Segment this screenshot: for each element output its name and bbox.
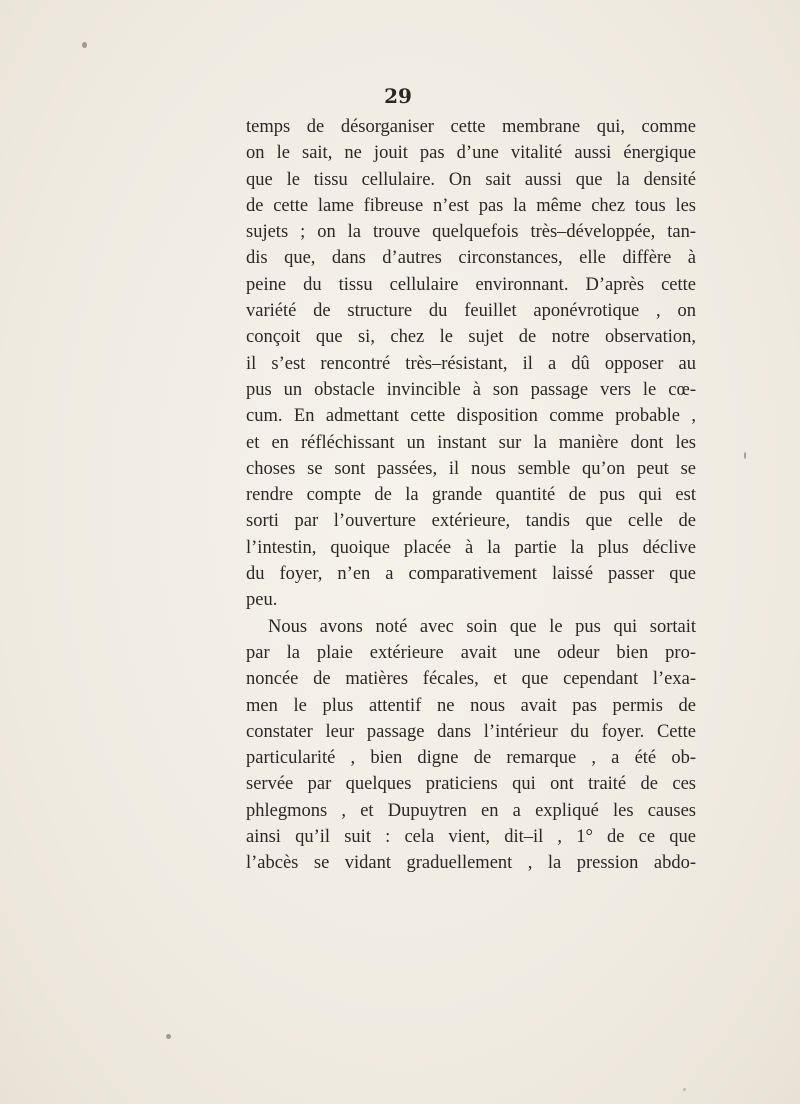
paragraph-start-line: Nous avons noté avec soin que le pus qui sortait [268,616,696,637]
paragraph-end-line: peu. [246,590,278,611]
text-line: conçoit que si, chez le sujet de notre observation, [246,327,696,348]
text-line: choses se sont passées, il nous semble qu’on peut se [246,458,696,479]
paper-speck [744,452,746,459]
text-line: dis que, dans d’autres circonstances, elle diffère à [246,248,696,269]
text-line: temps de désorganiser cette membrane qui, comme [246,117,696,137]
text-line: peine du tissu cellulaire environnant. D’après cette [246,274,696,295]
text-line: l’abcès se vidant graduellement , la pression abdo- [246,853,696,874]
text-line: noncée de matières fécales, et que cependant l’exa- [246,669,696,690]
text-line: cum. En admettant cette disposition comme probable , [246,406,696,427]
text-line: constater leur passage dans l’intérieur du foyer. Cette [246,721,696,742]
paper-speck [82,42,87,48]
text-line: men le plus attentif ne nous avait pas permis de [246,695,696,716]
text-line: sorti par l’ouverture extérieure, tandis que celle de [246,511,696,532]
text-line: du foyer, n’en a comparativement laissé passer que [246,564,696,585]
paper-speck [166,1034,171,1039]
text-line: sujets ; on la trouve quelquefois très–développée, tan- [246,222,696,243]
page-number: 29 [384,84,412,108]
text-line: pus un obstacle invincible à son passage vers le cœ- [246,379,696,400]
paper-speck [683,1088,686,1091]
text-line: de cette lame fibreuse n’est pas la même chez tous les [246,195,696,216]
text-line: variété de structure du feuillet aponévrotique , on [246,301,696,322]
text-line: par la plaie extérieure avait une odeur bien pro- [246,642,696,663]
text-line: l’intestin, quoique placée à la partie la plus déclive [246,537,696,558]
text-line: que le tissu cellulaire. On sait aussi que la densité [246,169,696,190]
text-line: particularité , bien digne de remarque , a été ob- [246,748,696,769]
text-line: ainsi qu’il suit : cela vient, dit–il , 1° de ce que [246,827,696,848]
text-line: phlegmons , et Dupuytren en a expliqué les causes [246,800,696,821]
text-line: on le sait, ne jouit pas d’une vitalité aussi énergique [246,143,696,164]
text-line: il s’est rencontré très–résistant, il a dû opposer au [246,353,696,374]
text-line: et en réfléchissant un instant sur la manière dont les [246,432,696,453]
text-line: servée par quelques praticiens qui ont traité de ces [246,774,696,795]
text-line: rendre compte de la grande quantité de pus qui est [246,485,696,506]
body-text [246,114,696,877]
